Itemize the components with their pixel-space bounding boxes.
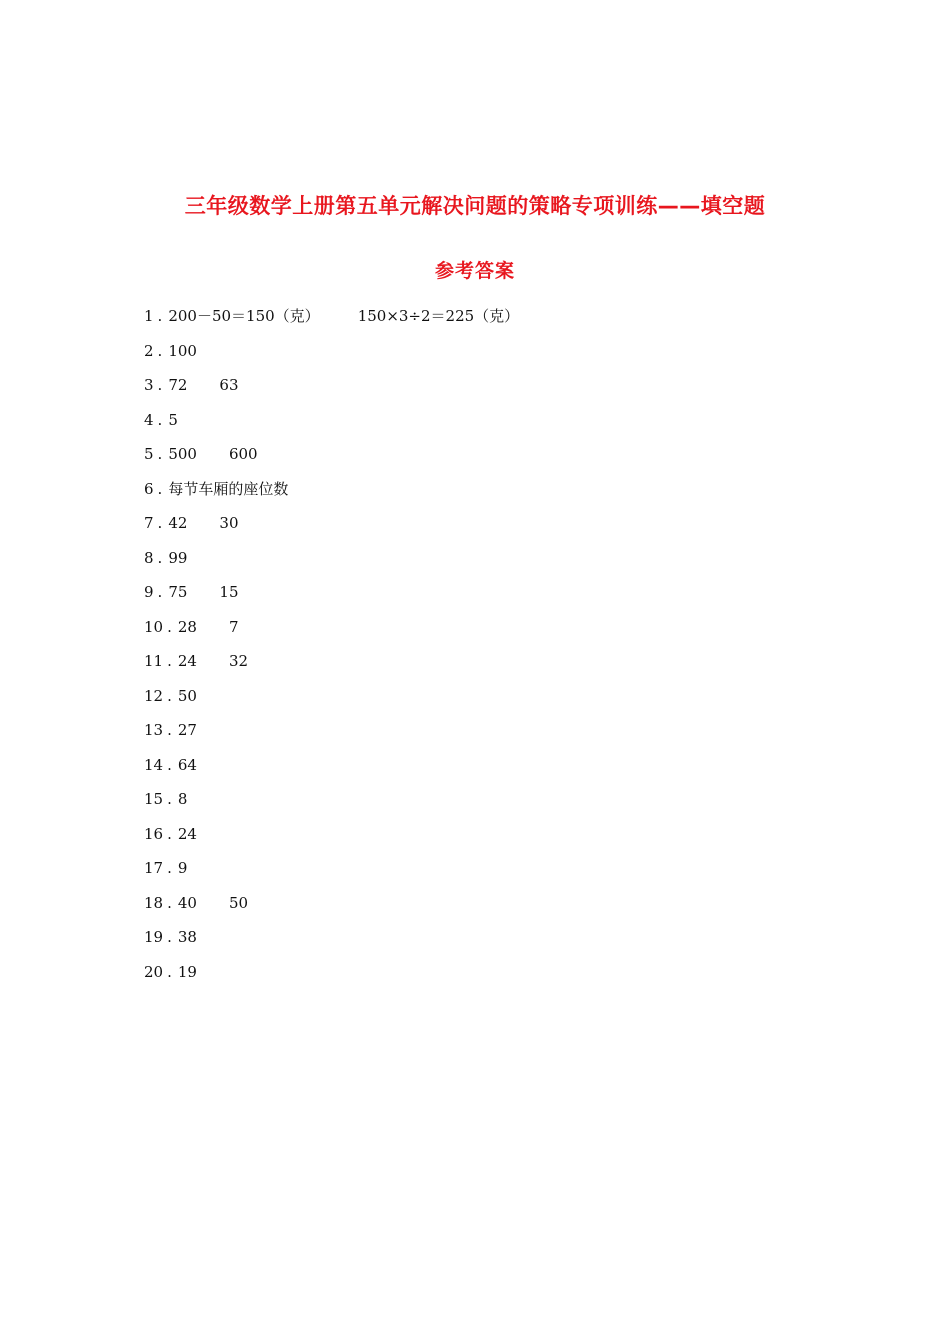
answer-separator: . — [157, 445, 163, 463]
answer-value: 600 — [228, 445, 258, 463]
answer-number: 18 — [144, 893, 164, 912]
answer-separator: . — [157, 376, 163, 394]
answer-separator: . — [167, 790, 172, 808]
answer-separator: . — [167, 893, 172, 912]
answer-number: 19 — [144, 928, 164, 946]
answer-row — [144, 962, 844, 997]
answer-separator: . — [157, 514, 163, 532]
answer-value: 64 — [177, 755, 197, 774]
answer-separator: . — [167, 755, 172, 774]
answer-value: 99 — [168, 548, 188, 567]
answer-number: 1 — [144, 307, 154, 325]
answer-value: 500 — [168, 445, 197, 463]
answer-separator: . — [167, 928, 172, 946]
answer-number: 15 — [144, 790, 164, 808]
answer-row — [144, 306, 844, 341]
answer-number: 6 — [144, 479, 154, 498]
answer-value: 50 — [177, 686, 197, 705]
page-subtitle: 参考答案 — [434, 260, 515, 282]
answer-number: 13 — [144, 721, 164, 739]
answer-value: 8 — [177, 790, 188, 808]
answer-value: 5 — [168, 410, 178, 429]
answer-row — [144, 927, 844, 962]
answer-row — [144, 548, 844, 583]
answer-value: 27 — [177, 721, 197, 739]
answer-row — [144, 789, 844, 824]
answer-row — [144, 410, 844, 445]
answer-row — [144, 651, 844, 686]
answer-separator: . — [167, 652, 172, 670]
answer-list — [144, 306, 844, 996]
answer-number: 3 — [144, 376, 154, 394]
answer-value: 42 — [168, 514, 188, 532]
answer-separator: . — [167, 859, 172, 877]
answer-row — [144, 893, 844, 928]
answer-value: 19 — [177, 962, 197, 981]
answer-row — [144, 686, 844, 721]
answer-value: 24 — [177, 652, 197, 670]
answer-number: 2 — [144, 341, 154, 360]
answer-number: 20 — [144, 962, 164, 981]
answer-number: 17 — [144, 859, 164, 877]
answer-value: 72 — [168, 376, 188, 394]
answer-row — [144, 617, 844, 652]
answer-separator: . — [167, 824, 172, 843]
answer-value: 100 — [168, 341, 197, 360]
answer-number: 7 — [144, 514, 154, 532]
answer-number: 4 — [144, 410, 154, 429]
answer-value: 24 — [177, 824, 197, 843]
answer-separator: . — [157, 307, 163, 325]
answer-row — [144, 375, 844, 410]
answer-value: 200－50＝150（克） — [168, 307, 320, 325]
answer-value: 7 — [228, 617, 239, 636]
answer-number: 14 — [144, 755, 164, 774]
answer-separator: . — [157, 583, 163, 601]
answer-value: 63 — [219, 376, 239, 394]
answer-separator: . — [157, 410, 163, 429]
answer-separator: . — [167, 721, 172, 739]
answer-value: 38 — [177, 928, 197, 946]
answer-value: 150×3÷2＝225（克） — [357, 307, 520, 325]
answer-value: 32 — [228, 652, 249, 670]
answer-value: 30 — [219, 514, 239, 532]
answer-row — [144, 341, 844, 376]
answer-separator: . — [157, 548, 163, 567]
answer-number: 10 — [144, 617, 164, 636]
answer-row — [144, 479, 844, 514]
answer-separator: . — [167, 962, 172, 981]
answer-value: 28 — [177, 617, 197, 636]
answer-row — [144, 582, 844, 617]
answer-value: 9 — [177, 859, 188, 877]
answer-value: 50 — [228, 893, 249, 912]
answer-row — [144, 720, 844, 755]
answer-row — [144, 513, 844, 548]
answer-separator: . — [167, 617, 172, 636]
answer-row — [144, 824, 844, 859]
answer-number: 9 — [144, 583, 154, 601]
answer-number: 11 — [144, 652, 164, 670]
answer-separator: . — [157, 479, 163, 498]
answer-number: 8 — [144, 548, 154, 567]
answer-row — [144, 755, 844, 790]
answer-value: 15 — [219, 583, 239, 601]
answer-value: 75 — [168, 583, 188, 601]
answer-value: 每节车厢的座位数 — [168, 479, 289, 498]
answer-separator: . — [157, 341, 163, 360]
answer-number: 16 — [144, 824, 164, 843]
page-title: 三年级数学上册第五单元解决问题的策略专项训练——填空题 — [184, 194, 766, 218]
answer-number: 5 — [144, 445, 154, 463]
answer-row — [144, 444, 844, 479]
answer-row — [144, 858, 844, 893]
answer-value: 40 — [177, 893, 197, 912]
answer-number: 12 — [144, 686, 164, 705]
answer-separator: . — [167, 686, 172, 705]
